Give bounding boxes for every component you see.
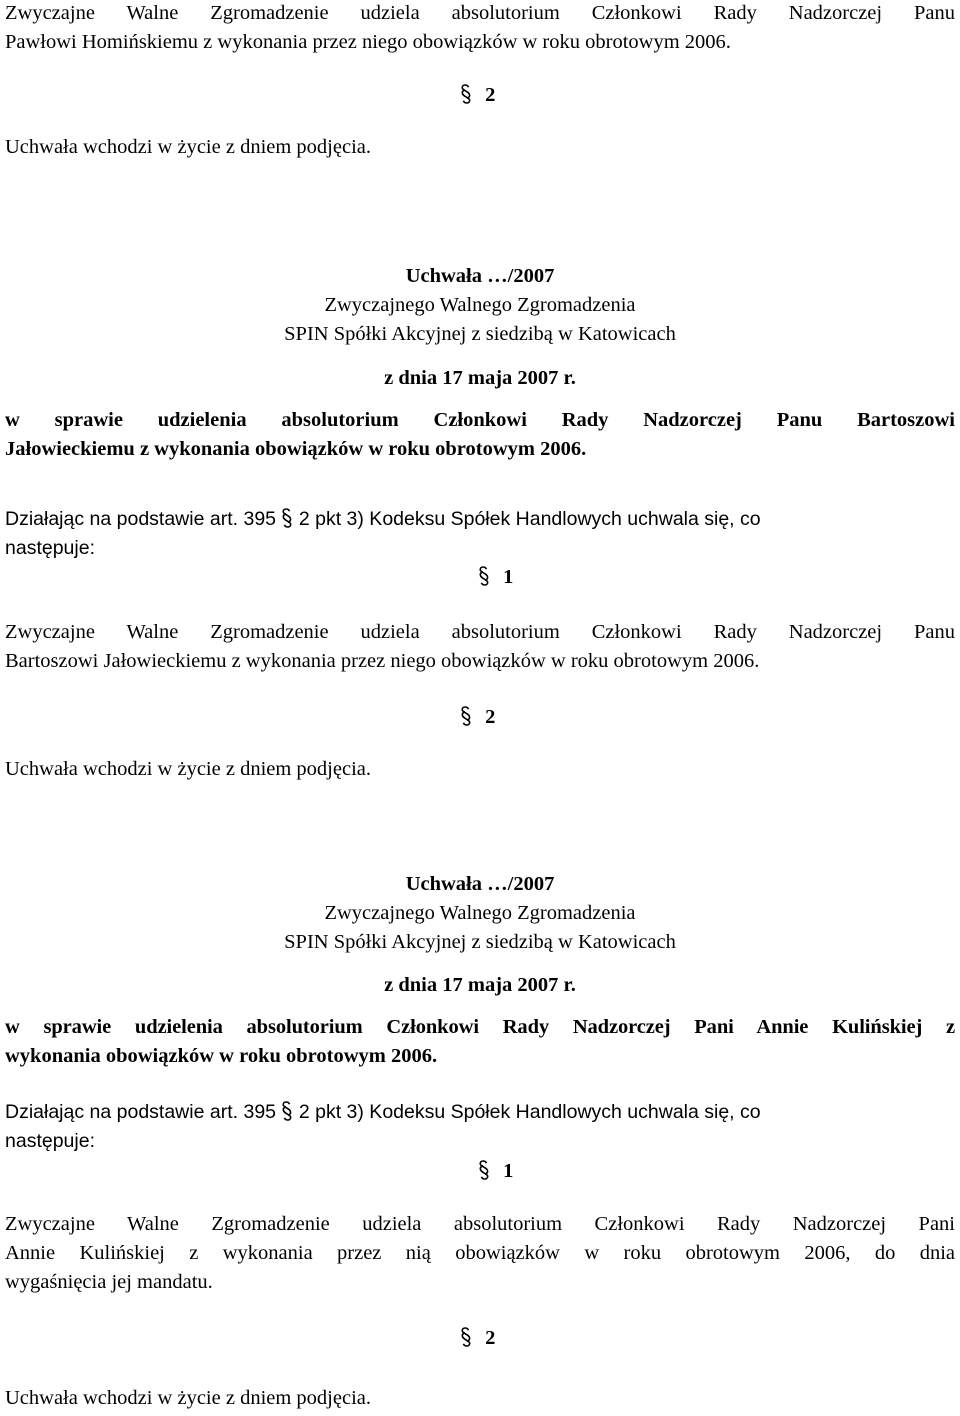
resolution-body-name: Zwyczajnego Walnego Zgromadzenia bbox=[324, 902, 636, 924]
section-sign-icon bbox=[460, 84, 472, 104]
paragraph-line: Bartoszowi Jałowieckiemu z wykonania przez niego obowiązków w roku obrotowym 2006. bbox=[5, 650, 760, 672]
resolution-subject-line: w sprawie udzielenia absolutorium Członkowi Rady Nadzorczej Pani Annie Kulińskiej z bbox=[5, 1016, 955, 1038]
section-heading bbox=[460, 703, 495, 732]
section-sign-icon bbox=[281, 508, 293, 528]
resolution-title: Uchwała …/2007 bbox=[405, 873, 555, 895]
paragraph-line: wygaśnięcia jej mandatu. bbox=[5, 1271, 213, 1293]
section-number: 2 bbox=[485, 1327, 496, 1349]
section-sign-icon bbox=[281, 1101, 293, 1121]
section-heading bbox=[460, 81, 495, 110]
section-sign-icon bbox=[460, 706, 472, 726]
resolution-subject-line: wykonania obowiązków w roku obrotowym 2006. bbox=[5, 1045, 438, 1067]
paragraph-line: Annie Kulińskiej z wykonania przez nią obowiązków w roku obrotowym 2006, do dnia bbox=[5, 1242, 955, 1264]
paragraph-line: Pawłowi Homińskiemu z wykonania przez niego obowiązków w roku obrotowym 2006. bbox=[5, 31, 731, 53]
resolution-date: z dnia 17 maja 2007 r. bbox=[384, 974, 576, 996]
legal-basis-article: 395 bbox=[243, 508, 277, 530]
section-heading bbox=[478, 563, 513, 592]
legal-basis-continuation: następuje: bbox=[5, 537, 95, 559]
legal-basis-rest: 2 pkt 3) Kodeksu Spółek Handlowych uchwala się, co bbox=[298, 1101, 761, 1123]
section-heading bbox=[460, 1324, 495, 1353]
resolution-subject-line: Jałowieckiemu z wykonania obowiązków w roku obrotowym 2006. bbox=[5, 438, 587, 460]
legal-basis bbox=[5, 505, 955, 534]
paragraph-line: Zwyczajne Walne Zgromadzenie udziela absolutorium Członkowi Rady Nadzorczej Pani bbox=[5, 1213, 955, 1235]
legal-basis-prefix: Działając na podstawie art. bbox=[5, 508, 239, 530]
legal-basis-continuation: następuje: bbox=[5, 1130, 95, 1152]
legal-basis-prefix: Działając na podstawie art. bbox=[5, 1101, 239, 1123]
effective-clause: Uchwała wchodzi w życie z dniem podjęcia. bbox=[5, 136, 371, 158]
paragraph-line: Zwyczajne Walne Zgromadzenie udziela absolutorium Członkowi Rady Nadzorczej Panu bbox=[5, 621, 955, 643]
resolution-title: Uchwała …/2007 bbox=[405, 265, 555, 287]
effective-clause: Uchwała wchodzi w życie z dniem podjęcia. bbox=[5, 1387, 371, 1409]
section-sign-icon bbox=[478, 566, 490, 586]
section-number: 2 bbox=[485, 84, 496, 106]
legal-basis-rest: 2 pkt 3) Kodeksu Spółek Handlowych uchwala się, co bbox=[298, 508, 761, 530]
effective-clause: Uchwała wchodzi w życie z dniem podjęcia. bbox=[5, 758, 371, 780]
section-number: 1 bbox=[503, 566, 514, 588]
legal-basis bbox=[5, 1098, 955, 1127]
resolution-company: SPIN Spółki Akcyjnej z siedzibą w Katowicach bbox=[284, 323, 676, 345]
section-sign-icon bbox=[478, 1160, 490, 1180]
resolution-subject-line: w sprawie udzielenia absolutorium Członkowi Rady Nadzorczej Panu Bartoszowi bbox=[5, 409, 955, 431]
section-sign-icon bbox=[460, 1327, 472, 1347]
paragraph-line: Zwyczajne Walne Zgromadzenie udziela absolutorium Członkowi Rady Nadzorczej Panu bbox=[5, 2, 955, 24]
legal-basis-article: 395 bbox=[243, 1101, 277, 1123]
section-heading bbox=[478, 1157, 513, 1186]
resolution-date: z dnia 17 maja 2007 r. bbox=[384, 367, 576, 389]
resolution-body-name: Zwyczajnego Walnego Zgromadzenia bbox=[324, 294, 636, 316]
resolution-company: SPIN Spółki Akcyjnej z siedzibą w Katowicach bbox=[284, 931, 676, 953]
section-number: 2 bbox=[485, 706, 496, 728]
section-number: 1 bbox=[503, 1160, 514, 1182]
